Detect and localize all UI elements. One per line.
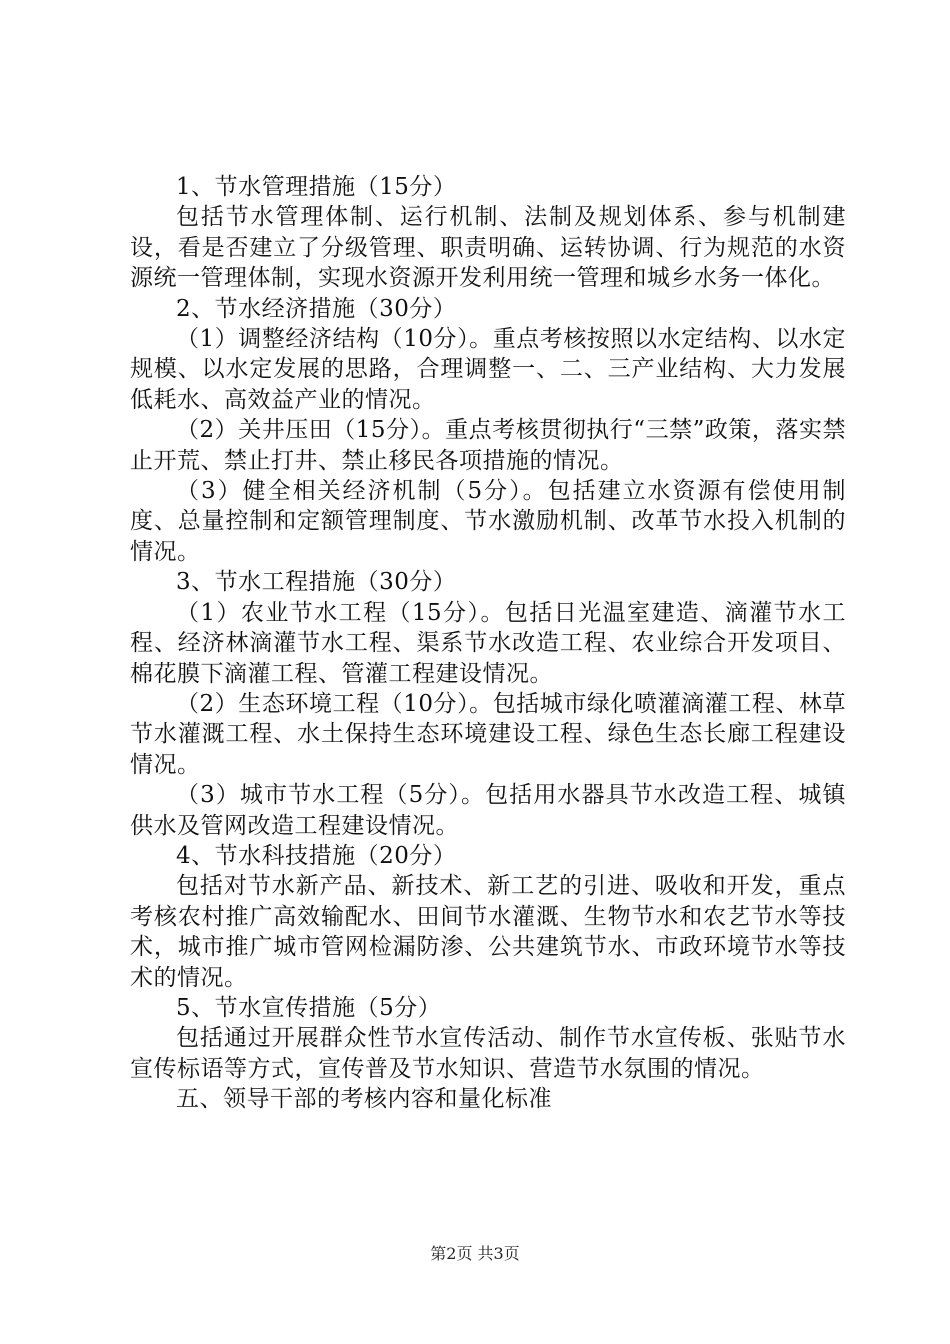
paragraph-economic-structure: （1）调整经济结构（10分）。重点考核按照以水定结构、以水定规模、以水定发展的思路，合理调整一、二、三产业结构、大力发展低耗水、高效益产业的情况。 [130,326,846,413]
paragraph-close-wells: （2）关井压田（15分）。重点考核贯彻执行“三禁”政策，落实禁止开荒、禁止打井、禁止移民各项措施的情况。 [130,417,846,474]
section-heading-leadership-assessment: 五、领导干部的考核内容和量化标准 [176,1086,552,1113]
paragraph-agricultural-engineering: （1）农业节水工程（15分）。包括日光温室建造、滴灌节水工程、经济林滴灌节水工程、渠系节水改造工程、农业综合开发项目、棉花膜下滴灌工程、管灌工程建设情况。 [130,599,846,687]
page-footer: 第2页 共3页 [430,1244,520,1263]
paragraph-water-management: 包括节水管理体制、运行机制、法制及规划体系、参与机制建设，看是否建立了分级管理、职责明确、运转协调、行为规范的水资源统一管理体制，实现水资源开发利用统一管理和城乡水务一体化。 [130,204,846,292]
paragraph-urban-engineering: （3）城市节水工程（5分）。包括用水器具节水改造工程、城镇供水及管网改造工程建设情况。 [130,782,846,839]
paragraph-publicity: 包括通过开展群众性节水宣传活动、制作节水宣传板、张贴节水宣传标语等方式，宣传普及节水知识、营造节水氛围的情况。 [130,1025,846,1082]
paragraph-economic-mechanism: （3）健全相关经济机制（5分）。包括建立水资源有偿使用制度、总量控制和定额管理制度、节水激励机制、改革节水投入机制的情况。 [130,478,846,565]
section-heading-technology-measures: 4、节水科技措施（20分） [176,842,457,869]
section-heading-engineering-measures: 3、节水工程措施（30分） [176,569,457,596]
paragraph-ecological-engineering: （2）生态环境工程（10分）。包括城市绿化喷灌滴灌工程、林草节水灌溉工程、水土保持生态环境建设工程、绿色生态长廊工程建设情况。 [130,690,846,778]
section-heading-economic-measures: 2、节水经济措施（30分） [176,295,457,322]
paragraph-technology: 包括对节水新产品、新技术、新工艺的引进、吸收和开发，重点考核农村推广高效输配水、田间节水灌溉、生物节水和农艺节水等技术，城市推广城市管网检漏防渗、公共建筑节水、市政环境节水等技术的情况。 [130,873,846,991]
section-heading-publicity-measures: 5、节水宣传措施（5分） [176,994,442,1021]
document-body [130,172,846,1115]
section-heading-water-management: 1、节水管理措施（15分） [176,174,457,200]
